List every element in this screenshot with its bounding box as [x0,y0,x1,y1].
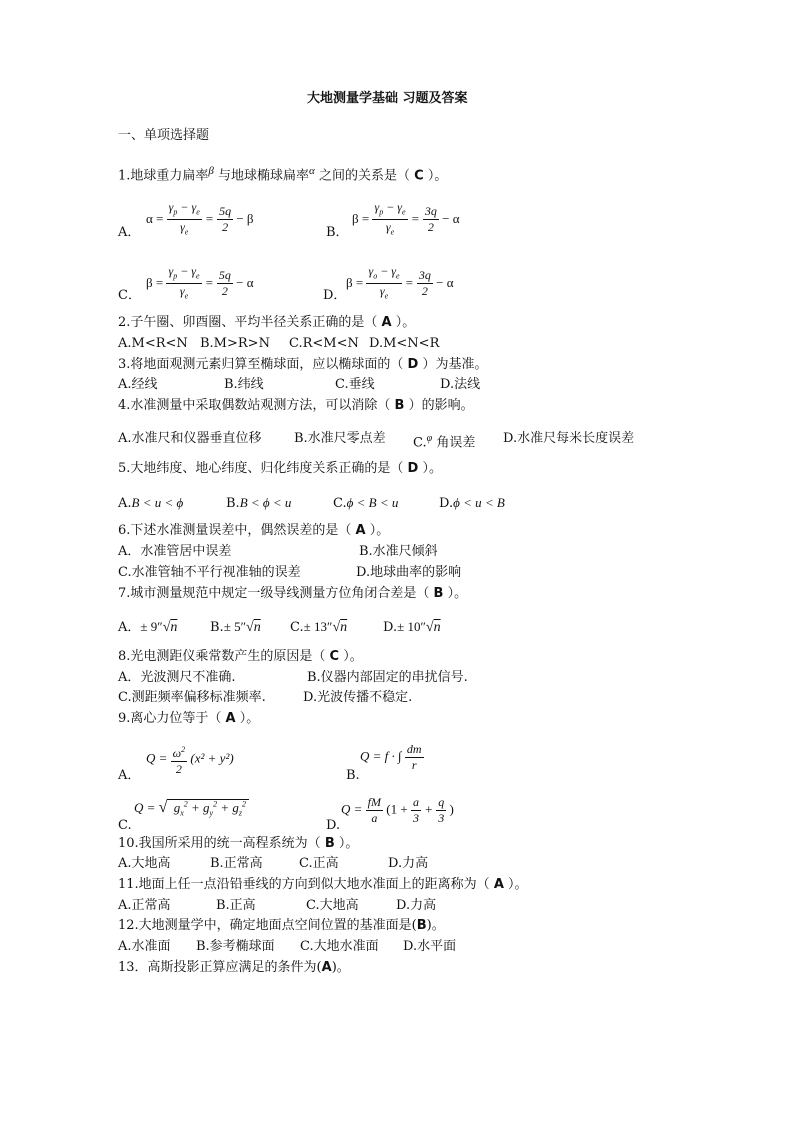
question-11: 11.地面上任一点沿铅垂线的方向到似大地水准面上的距离称为（ A ）。 [118,877,528,892]
question-1 [118,163,447,184]
question-10: 10.我国所采用的统一高程系统为（ B ）。 [118,836,359,851]
q10-option-d: D.力高 [388,856,429,871]
q11-option-a: A.正常高 [118,898,171,913]
question-8: 8.光电测距仪乘常数产生的原因是（ C ）。 [118,649,363,664]
q1-formula-a: α = $\frac{\gamma_p - \gamma_e}{\gamma_e}$ = $\frac{5q}{2}$ − β [146,200,254,237]
q7-option-d: D.± 10″√n [383,619,441,635]
q3-option-b: B.纬线 [224,377,264,392]
q12-answer: B [416,918,427,933]
q12-option-b: B.参考椭球面 [196,939,275,954]
q2-option-a: A.M<R<N [118,336,188,351]
q7-option-c: C.± 13″√n [290,619,348,635]
q1-stem-pre: 1.地球重力扁率 [118,168,209,184]
q10-option-b: B.正常高 [210,856,263,871]
q4-option-d: D.水准尺每米长度误差 [503,431,635,446]
q11-answer: A [493,877,504,892]
q1-formula-d: β = $\frac{\gamma_o - \gamma_e}{\gamma_e}$ = $\frac{3q}{2}$ − α [346,264,454,301]
q12-option-c: C.大地水准面 [300,939,379,954]
q6-option-b: B.水准尺倾斜 [359,544,438,559]
q1-formula-b: β = $\frac{\gamma_p - \gamma_e}{\gamma_e}$ = $\frac{3q}{2}$ − α [352,200,460,237]
q9-option-b-label: B. [346,768,360,783]
q9-option-d-label: D. [326,818,341,833]
q10-answer: B [324,836,335,851]
q7-answer: B [433,586,444,601]
question-4: 4.水准测量中采取偶数站观测方法，可以消除（ B ）的影响。 [118,398,474,413]
q9-formula-c: Q = √ $g_x^2 + g_y^2 + g_z^2$ [134,799,249,818]
q5-formula-a: B < u < ϕ [131,495,184,510]
q11-option-d: D.力高 [396,898,437,913]
question-7: 7.城市测量规范中规定一级导线测量方位角闭合差是（ B ）。 [118,586,468,601]
q1-stem-post: 之间的关系是（ [318,168,410,184]
q9-formula-d: Q = $\frac{fM}{a}$ (1 + $\frac{a}{3}$ + $\frac{q}{3}$ ) [341,795,454,825]
q7-option-a: A．± 9″√n [118,619,178,635]
q1-stem-mid: 与地球椭球扁率 [218,168,310,184]
q4-answer: B [394,398,405,413]
q2-option-d: D.M<N<R [369,336,440,351]
q9-option-c-label: C. [118,818,132,833]
q11-option-c: C.大地高 [306,898,359,913]
q5-formula-b: B < ϕ < u [239,495,292,510]
q1-option-c-label: C． [118,288,141,303]
q5-option-c: C.ϕ < B < u [333,495,399,511]
q6-option-c: C.水准管轴不平行视准轴的误差 [118,565,301,580]
q9-formula-b: Q = f · ∫ $\frac{dm}{r}$ [360,742,422,772]
q8-option-c: C.测距频率偏移标准频率. [118,690,266,705]
q1-option-b-label: B． [326,225,349,240]
q3-option-d: D.法线 [440,377,481,392]
q5-answer: D [407,461,419,476]
q1-formula-c: β = $\frac{\gamma_p - \gamma_e}{\gamma_e}$ = $\frac{5q}{2}$ − α [146,264,254,301]
q3-option-a: A.经线 [118,377,158,392]
q1-answer: C [414,168,424,184]
phi-symbol: φ [426,433,433,444]
q8-option-d: D.光波传播不稳定. [303,690,413,705]
q6-option-d: D.地球曲率的影响 [356,565,462,580]
question-3: 3.将地面观测元素归算至椭球面，应以椭球面的（ D ）为基准。 [118,357,488,372]
section-heading: 一、单项选择题 [118,128,210,143]
beta-symbol: β [208,165,214,177]
q1-option-a-label: A． [118,225,141,240]
q4-option-b: B.水准尺零点差 [294,431,386,446]
alpha-symbol: α [309,165,315,177]
q10-option-a: A.大地高 [118,856,171,871]
q2-option-b: B.M>R>N [200,336,270,351]
q9-answer: A [225,711,236,726]
q7-option-b: B.± 5″√n [210,619,261,635]
q4-option-a: A.水准尺和仪器垂直位移 [118,431,262,446]
q5-formula-d: ϕ < u < B [453,495,505,510]
question-12: 12.大地测量学中，确定地面点空间位置的基准面是(B)。 [118,918,445,933]
q13-answer: A [321,960,332,975]
q3-answer: D [407,357,419,372]
q12-option-d: D.水平面 [403,939,457,954]
question-5: 5.大地纬度、地心纬度、归化纬度关系正确的是（ D ）。 [118,461,442,476]
q8-answer: C [329,649,340,664]
q1-stem-end: ）。 [427,168,448,184]
q9-option-a-label: A． [118,768,141,783]
question-9: 9.离心力位等于（ A ）。 [118,711,260,726]
q11-option-b: B.正高 [216,898,256,913]
q8-option-b: B.仪器内部固定的串扰信号. [307,670,468,685]
q9-formula-a: Q = $\frac{\omega^2}{2}$ (x² + y²) [146,742,234,777]
q2-answer: A [381,315,392,330]
q5-option-b: B.B < ϕ < u [226,495,292,511]
q8-option-a: A．光波测尺不准确. [118,670,236,685]
q10-option-c: C.正高 [299,856,339,871]
page-title: 大地测量学基础 习题及答案 [307,91,468,106]
q2-option-c: C.R<M<N [289,336,359,351]
q1-option-d-label: D． [323,288,347,303]
q5-option-a: A.B < u < ϕ [118,495,184,511]
q6-answer: A [355,523,366,538]
question-6: 6.下述水准测量误差中，偶然误差的是（ A ）。 [118,523,390,538]
q4-option-c: C.$^\varphi$ 角误差 [413,433,476,451]
question-13: 13．高斯投影正算应满足的条件为(A)。 [118,960,350,975]
q6-option-a: A．水准管居中误差 [118,544,232,559]
q3-option-c: C.垂线 [335,377,375,392]
q5-option-d: D.ϕ < u < B [439,495,505,511]
q12-option-a: A.水准面 [118,939,171,954]
question-2: 2.子午圈、卯酉圈、平均半径关系正确的是（ A ）。 [118,315,416,330]
q5-formula-c: ϕ < B < u [346,495,399,510]
